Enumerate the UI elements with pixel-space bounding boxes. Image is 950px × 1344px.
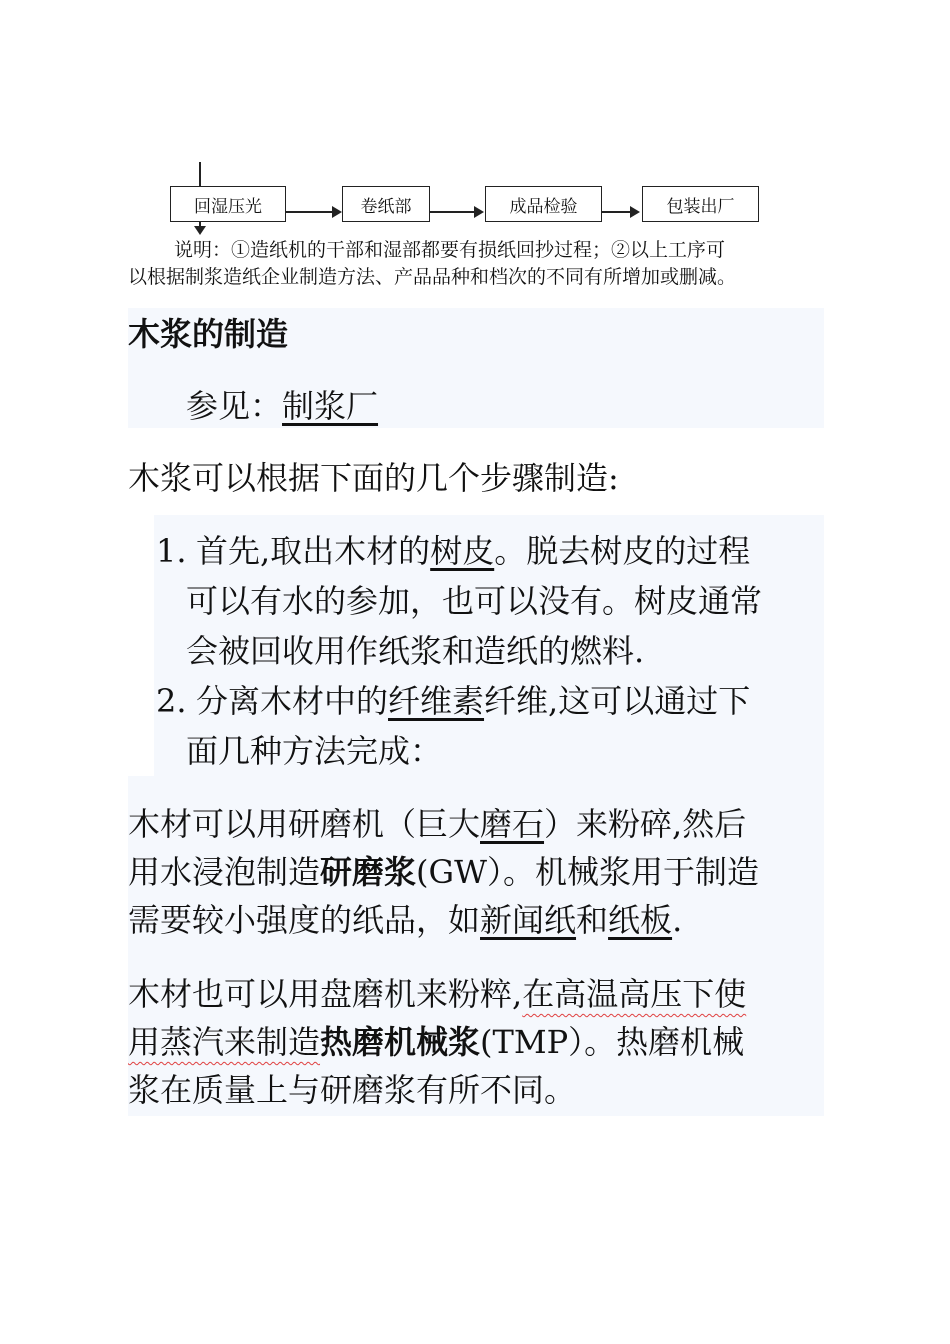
link-millstone[interactable]: 磨石 (480, 805, 545, 843)
para-text: 木材也可以用盘磨机来粉粹, (128, 975, 523, 1013)
para-text: (GW）。机械浆用于制造 (416, 853, 759, 891)
list-line: 可以有水的参加，也可以没有。树皮通常 (186, 582, 763, 620)
list-number: 1. (156, 532, 187, 570)
link-pulp-mill[interactable]: 制浆厂 (282, 387, 379, 425)
para-text: (TMP）。热磨机械 (480, 1023, 745, 1061)
para-text: 用蒸汽来制造 (128, 1023, 321, 1061)
right-arrow-icon (332, 206, 342, 218)
flow-step-calender: 回湿压光 (170, 186, 286, 222)
list-line: 会被回收用作纸浆和造纸的燃料. (186, 632, 645, 670)
paragraph-tmp (128, 970, 828, 1114)
right-arrow-icon (630, 206, 640, 218)
right-arrow-icon (474, 206, 484, 218)
process-flow-diagram (0, 0, 950, 240)
para-line (128, 800, 828, 848)
note-line-1: 说明：①造纸机的干部和湿部都要有损纸回抄过程；②以上工序可 (174, 239, 726, 261)
para-text: 需要较小强度的纸品，如 (128, 901, 481, 939)
note-line-2: 以根据制浆造纸企业制造方法、产品品种和档次的不同有所增加或删减。 (128, 266, 737, 288)
flow-arrow-line (286, 211, 334, 213)
para-line (128, 896, 828, 944)
flow-step-reel: 卷纸部 (342, 186, 430, 222)
link-newsprint[interactable]: 新闻纸 (480, 901, 577, 939)
para-text: 木材可以用研磨机（巨大 (128, 805, 481, 843)
paragraph-groundwood (128, 800, 828, 944)
para-text: 在高温高压下使 (522, 975, 747, 1013)
para-text: 和 (576, 901, 609, 939)
list-text: 首先,取出木材的 (196, 532, 431, 570)
list-line (156, 526, 836, 576)
term-groundwood: 研磨浆 (320, 853, 417, 891)
para-line (128, 848, 828, 896)
list-text: 。脱去树皮的过程 (494, 532, 751, 570)
para-text: ）来粉碎,然后 (544, 805, 747, 843)
intro-text: 木浆可以根据下面的几个步骤制造: (128, 459, 619, 497)
see-also-label: 参见： (186, 387, 283, 425)
para-text: 用水浸泡制造 (128, 853, 321, 891)
list-text: 纤维,这可以通过下 (484, 682, 751, 720)
flow-arrow-line (430, 211, 476, 213)
term-tmp: 热磨机械浆 (320, 1023, 481, 1061)
link-bark[interactable]: 树皮 (430, 532, 495, 570)
flow-step-inspection: 成品检验 (485, 186, 602, 222)
para-text: . (672, 901, 683, 939)
flow-arrow-line (602, 211, 632, 213)
list-item (156, 676, 836, 776)
list-item (156, 526, 836, 676)
diagram-note (128, 237, 828, 291)
see-also (186, 384, 378, 428)
para-line (128, 970, 828, 1018)
link-paperboard[interactable]: 纸板 (608, 901, 673, 939)
list-text: 分离木材中的 (196, 682, 389, 720)
down-arrow-icon (194, 226, 206, 235)
para-line: 浆在质量上与研磨浆有所不同。 (128, 1071, 577, 1109)
list-line (156, 676, 836, 726)
para-line (128, 1018, 828, 1066)
list-number: 2. (156, 682, 187, 720)
section-heading: 木浆的制造 (128, 315, 289, 353)
link-cellulose[interactable]: 纤维素 (388, 682, 485, 720)
list-line: 面几种方法完成： (186, 732, 443, 770)
flow-step-packaging: 包装出厂 (642, 186, 759, 222)
